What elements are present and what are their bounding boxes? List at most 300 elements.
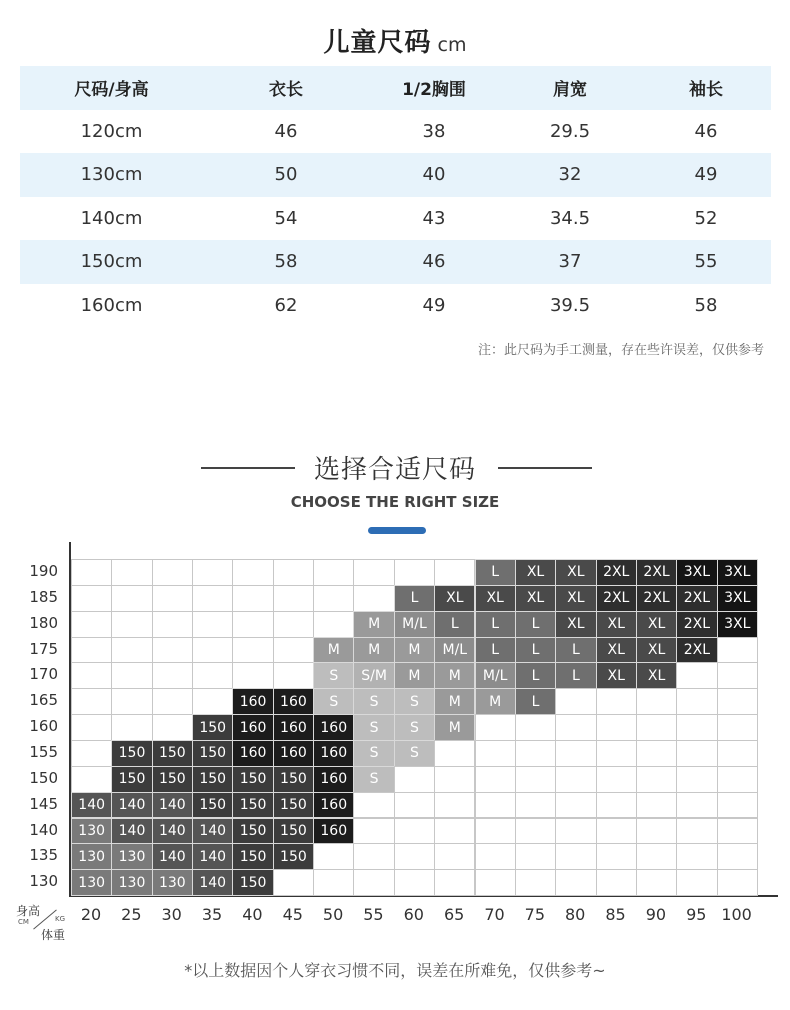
empty-cell — [515, 714, 556, 741]
table-cell: 46 — [694, 120, 718, 142]
weight-label: 20 — [80, 905, 102, 924]
height-label: 185 — [29, 587, 58, 606]
size-cell: M — [394, 637, 435, 664]
weight-label: 85 — [605, 905, 626, 924]
corner-cm-unit: CM — [18, 918, 29, 926]
empty-cell — [152, 662, 193, 689]
weight-label: 55 — [363, 905, 384, 924]
size-cell: 160 — [273, 688, 314, 715]
size-cell: XL — [434, 585, 475, 612]
empty-cell — [273, 637, 314, 664]
empty-cell — [717, 688, 758, 715]
size-cell: 140 — [111, 818, 152, 845]
empty-cell — [394, 843, 435, 870]
empty-cell — [717, 869, 758, 896]
weight-label: 50 — [322, 905, 344, 924]
weight-label: 70 — [484, 905, 505, 924]
size-cell: 150 — [192, 714, 233, 741]
size-cell: 2XL — [676, 637, 717, 664]
size-cell: 150 — [192, 766, 233, 793]
table-cell: 50 — [274, 164, 298, 186]
table-cell: 38 — [422, 120, 446, 142]
table-cell: 52 — [694, 207, 718, 229]
corner-weight-label: 体重 — [41, 928, 66, 942]
size-cell: L — [515, 611, 556, 638]
empty-cell — [353, 559, 394, 586]
empty-cell — [475, 869, 516, 896]
empty-cell — [717, 792, 758, 819]
size-cell: L — [434, 611, 475, 638]
empty-cell — [596, 818, 637, 845]
size-cell: 2XL — [676, 585, 717, 612]
size-cell: 160 — [313, 714, 354, 741]
size-cell: S — [313, 662, 354, 689]
empty-cell — [676, 843, 717, 870]
size-cell: S — [313, 688, 354, 715]
empty-cell — [353, 585, 394, 612]
size-cell: L — [515, 688, 556, 715]
weight-label: 95 — [686, 905, 707, 924]
empty-cell — [676, 714, 717, 741]
empty-cell — [596, 869, 637, 896]
title-unit: cm — [437, 34, 467, 56]
size-cell: S — [353, 714, 394, 741]
section-subtitle: CHOOSE THE RIGHT SIZE — [290, 493, 500, 511]
empty-cell — [71, 662, 112, 689]
table-cell: 58 — [694, 294, 718, 316]
table-cell: 55 — [694, 251, 718, 273]
empty-cell — [111, 714, 152, 741]
empty-cell — [515, 740, 556, 767]
table-row — [20, 153, 771, 197]
empty-cell — [676, 740, 717, 767]
empty-cell — [636, 714, 677, 741]
empty-cell — [152, 559, 193, 586]
empty-cell — [636, 688, 677, 715]
size-cell: 130 — [71, 843, 112, 870]
empty-cell — [394, 869, 435, 896]
table-cell: 43 — [422, 207, 446, 229]
empty-cell — [515, 766, 556, 793]
height-label: 175 — [29, 639, 58, 658]
empty-cell — [555, 869, 596, 896]
height-label: 170 — [29, 665, 58, 684]
size-cell: 150 — [232, 843, 273, 870]
height-label: 140 — [29, 820, 58, 839]
size-cell: S — [353, 766, 394, 793]
table-cell: 130cm — [80, 164, 143, 186]
empty-cell — [152, 611, 193, 638]
table-cell: 160cm — [80, 294, 143, 316]
empty-cell — [232, 662, 273, 689]
size-cell: XL — [555, 559, 596, 586]
header-shoulder: 肩宽 — [553, 80, 587, 101]
empty-cell — [434, 559, 475, 586]
empty-cell — [434, 740, 475, 767]
table-cell: 140cm — [80, 207, 143, 229]
empty-cell — [475, 766, 516, 793]
weight-label: 75 — [524, 905, 546, 924]
size-cell: L — [475, 637, 516, 664]
table-row — [20, 240, 771, 284]
size-cell: 160 — [232, 714, 273, 741]
height-label: 190 — [29, 562, 58, 580]
size-cell: 2XL — [636, 585, 677, 612]
footer-note: *以上数据因个人穿衣习惯不同，误差在所难免，仅供参考~ — [184, 961, 606, 980]
empty-cell — [353, 792, 394, 819]
size-cell: 150 — [273, 818, 314, 845]
height-label: 135 — [29, 846, 58, 865]
size-cell: S — [394, 688, 435, 715]
empty-cell — [394, 818, 435, 845]
empty-cell — [636, 766, 677, 793]
weight-label: 45 — [282, 905, 303, 924]
weight-label: 65 — [443, 905, 465, 924]
empty-cell — [111, 585, 152, 612]
empty-cell — [313, 585, 354, 612]
size-cell: 160 — [273, 740, 314, 767]
header-length: 衣长 — [269, 80, 303, 101]
size-cell: S/M — [353, 662, 394, 689]
size-cell: 160 — [313, 818, 354, 845]
size-cell: M/L — [475, 662, 516, 689]
weight-label: 30 — [161, 905, 182, 924]
empty-cell — [353, 843, 394, 870]
size-cell: L — [475, 559, 516, 586]
size-cell: 2XL — [636, 559, 677, 586]
size-cell: 130 — [71, 869, 112, 896]
size-cell: 160 — [313, 792, 354, 819]
size-cell: 150 — [273, 792, 314, 819]
weight-label: 100 — [721, 905, 752, 924]
size-cell: XL — [515, 559, 556, 586]
size-cell: M/L — [394, 611, 435, 638]
table-note: 注：此尺码为手工测量，存在些许误差，仅供参考 — [477, 343, 764, 358]
size-cell: S — [353, 740, 394, 767]
empty-cell — [192, 637, 233, 664]
empty-cell — [313, 843, 354, 870]
empty-cell — [111, 611, 152, 638]
empty-cell — [676, 818, 717, 845]
size-cell: 140 — [71, 792, 112, 819]
empty-cell — [273, 869, 314, 896]
size-cell: L — [555, 662, 596, 689]
table-cell: 37 — [558, 251, 582, 273]
table-row — [20, 197, 771, 241]
table-cell: 40 — [422, 164, 446, 186]
size-cell: M — [434, 662, 475, 689]
size-cell: 150 — [152, 740, 193, 767]
empty-cell — [192, 585, 233, 612]
size-cell: XL — [515, 585, 556, 612]
size-cell: 160 — [313, 740, 354, 767]
empty-cell — [232, 611, 273, 638]
size-cell: 160 — [273, 714, 314, 741]
size-cell: 140 — [192, 869, 233, 896]
size-cell: 2XL — [596, 559, 637, 586]
empty-cell — [636, 843, 677, 870]
size-cell: 150 — [111, 766, 152, 793]
table-cell: 39.5 — [549, 294, 591, 316]
empty-cell — [636, 740, 677, 767]
empty-cell — [475, 792, 516, 819]
table-cell: 34.5 — [549, 207, 591, 229]
empty-cell — [555, 766, 596, 793]
empty-cell — [717, 662, 758, 689]
size-cell: XL — [636, 637, 677, 664]
size-table — [20, 66, 771, 327]
size-cell: S — [353, 688, 394, 715]
empty-cell — [717, 843, 758, 870]
empty-cell — [555, 688, 596, 715]
empty-cell — [717, 714, 758, 741]
empty-cell — [555, 843, 596, 870]
empty-cell — [313, 559, 354, 586]
table-cell: 46 — [274, 120, 298, 142]
size-cell: 150 — [232, 766, 273, 793]
empty-cell — [676, 792, 717, 819]
size-cell: 150 — [273, 843, 314, 870]
empty-cell — [555, 740, 596, 767]
table-cell: 150cm — [80, 251, 143, 273]
empty-cell — [111, 559, 152, 586]
size-cell: XL — [475, 585, 516, 612]
empty-cell — [111, 688, 152, 715]
empty-cell — [434, 869, 475, 896]
size-grid — [71, 559, 757, 895]
size-cell: XL — [596, 611, 637, 638]
empty-cell — [636, 792, 677, 819]
size-cell: M — [434, 688, 475, 715]
height-label: 150 — [29, 768, 58, 787]
size-cell: 150 — [273, 766, 314, 793]
height-label: 160 — [29, 717, 58, 736]
height-label: 130 — [29, 872, 58, 891]
empty-cell — [676, 869, 717, 896]
size-cell: 130 — [71, 818, 112, 845]
size-cell: M — [353, 611, 394, 638]
empty-cell — [717, 740, 758, 767]
empty-cell — [71, 766, 112, 793]
empty-cell — [596, 792, 637, 819]
empty-cell — [434, 792, 475, 819]
empty-cell — [273, 585, 314, 612]
table-cell: 32 — [558, 164, 582, 186]
empty-cell — [353, 818, 394, 845]
header-chest: 1/2胸围 — [402, 80, 466, 101]
empty-cell — [717, 818, 758, 845]
empty-cell — [232, 637, 273, 664]
empty-cell — [71, 637, 112, 664]
empty-cell — [515, 792, 556, 819]
empty-cell — [192, 662, 233, 689]
height-label: 180 — [29, 613, 58, 632]
empty-cell — [434, 818, 475, 845]
empty-cell — [596, 688, 637, 715]
table-cell: 58 — [274, 251, 298, 273]
size-cell: XL — [555, 611, 596, 638]
size-cell: 150 — [152, 766, 193, 793]
empty-cell — [434, 766, 475, 793]
table-cell: 120cm — [80, 120, 143, 142]
table-cell: 46 — [422, 251, 446, 273]
empty-cell — [71, 585, 112, 612]
empty-cell — [313, 611, 354, 638]
empty-cell — [71, 559, 112, 586]
empty-cell — [71, 740, 112, 767]
empty-cell — [515, 869, 556, 896]
size-cell: 140 — [192, 818, 233, 845]
size-cell: XL — [636, 611, 677, 638]
empty-cell — [717, 637, 758, 664]
table-cell: 29.5 — [549, 120, 591, 142]
empty-cell — [676, 662, 717, 689]
empty-cell — [232, 585, 273, 612]
table-cell: 49 — [694, 164, 718, 186]
size-cell: 140 — [111, 792, 152, 819]
empty-cell — [192, 559, 233, 586]
empty-cell — [111, 637, 152, 664]
size-cell: XL — [636, 662, 677, 689]
empty-cell — [152, 688, 193, 715]
size-cell: XL — [555, 585, 596, 612]
title-main: 儿童尺码 — [323, 28, 432, 58]
empty-cell — [152, 637, 193, 664]
table-cell: 62 — [274, 294, 298, 316]
size-cell: 150 — [111, 740, 152, 767]
empty-cell — [273, 611, 314, 638]
empty-cell — [232, 559, 273, 586]
weight-label: 35 — [201, 905, 223, 924]
empty-cell — [636, 869, 677, 896]
weight-label: 25 — [121, 905, 142, 924]
size-cell: 160 — [313, 766, 354, 793]
empty-cell — [676, 766, 717, 793]
height-label: 155 — [29, 742, 58, 761]
table-cell: 49 — [422, 294, 446, 316]
height-label: 165 — [29, 691, 58, 710]
empty-cell — [555, 714, 596, 741]
empty-cell — [434, 843, 475, 870]
empty-cell — [71, 611, 112, 638]
size-cell: M — [313, 637, 354, 664]
empty-cell — [475, 740, 516, 767]
size-cell: 150 — [232, 818, 273, 845]
size-cell: M — [353, 637, 394, 664]
empty-cell — [475, 843, 516, 870]
size-cell: 140 — [152, 818, 193, 845]
empty-cell — [394, 792, 435, 819]
weight-label: 60 — [403, 905, 424, 924]
empty-cell — [596, 843, 637, 870]
size-cell: L — [555, 637, 596, 664]
corner-kg-unit: KG — [55, 915, 66, 923]
size-cell: L — [475, 611, 516, 638]
size-cell: XL — [596, 662, 637, 689]
empty-cell — [475, 818, 516, 845]
corner-height-label: 身高 — [16, 904, 41, 918]
empty-cell — [313, 869, 354, 896]
weight-label: 40 — [242, 905, 263, 924]
empty-cell — [71, 714, 112, 741]
table-cell: 54 — [274, 207, 298, 229]
size-cell: 130 — [111, 869, 152, 896]
size-cell: 140 — [152, 843, 193, 870]
size-cell: 2XL — [596, 585, 637, 612]
size-cell: 160 — [232, 740, 273, 767]
empty-cell — [555, 792, 596, 819]
size-cell: 130 — [152, 869, 193, 896]
size-cell: L — [515, 637, 556, 664]
empty-cell — [394, 559, 435, 586]
empty-cell — [636, 818, 677, 845]
height-label: 145 — [29, 794, 58, 813]
table-header-row — [20, 66, 771, 110]
weight-label: 80 — [565, 905, 586, 924]
empty-cell — [192, 688, 233, 715]
empty-cell — [475, 714, 516, 741]
empty-cell — [192, 611, 233, 638]
table-row — [20, 284, 771, 328]
size-cell: 3XL — [676, 559, 717, 586]
size-cell: 3XL — [717, 611, 758, 638]
size-cell: 3XL — [717, 559, 758, 586]
empty-cell — [596, 740, 637, 767]
empty-cell — [676, 688, 717, 715]
size-cell: L — [515, 662, 556, 689]
empty-cell — [273, 662, 314, 689]
empty-cell — [717, 766, 758, 793]
size-cell: 140 — [152, 792, 193, 819]
empty-cell — [152, 585, 193, 612]
table-row — [20, 110, 771, 154]
empty-cell — [71, 688, 112, 715]
size-cell: 3XL — [717, 585, 758, 612]
header-sleeve: 袖长 — [689, 80, 723, 101]
size-cell: M/L — [434, 637, 475, 664]
size-cell: L — [394, 585, 435, 612]
empty-cell — [152, 714, 193, 741]
accent-bar — [368, 527, 426, 534]
empty-cell — [353, 869, 394, 896]
weight-label: 90 — [645, 905, 667, 924]
empty-cell — [515, 843, 556, 870]
size-cell: 2XL — [676, 611, 717, 638]
empty-cell — [596, 714, 637, 741]
size-cell: 150 — [232, 869, 273, 896]
empty-cell — [596, 766, 637, 793]
page-title — [0, 22, 790, 59]
empty-cell — [515, 818, 556, 845]
empty-cell — [555, 818, 596, 845]
size-cell: S — [394, 714, 435, 741]
header-size: 尺码/身高 — [74, 80, 149, 101]
empty-cell — [394, 766, 435, 793]
size-cell: 160 — [232, 688, 273, 715]
size-cell: M — [475, 688, 516, 715]
empty-cell — [273, 559, 314, 586]
size-cell: M — [434, 714, 475, 741]
size-cell: 150 — [192, 740, 233, 767]
size-cell: M — [394, 662, 435, 689]
size-cell: 130 — [111, 843, 152, 870]
size-cell: 150 — [232, 792, 273, 819]
size-cell: 150 — [192, 792, 233, 819]
section-title: 选择合适尺码 — [313, 455, 476, 485]
size-cell: S — [394, 740, 435, 767]
size-cell: 140 — [192, 843, 233, 870]
empty-cell — [111, 662, 152, 689]
